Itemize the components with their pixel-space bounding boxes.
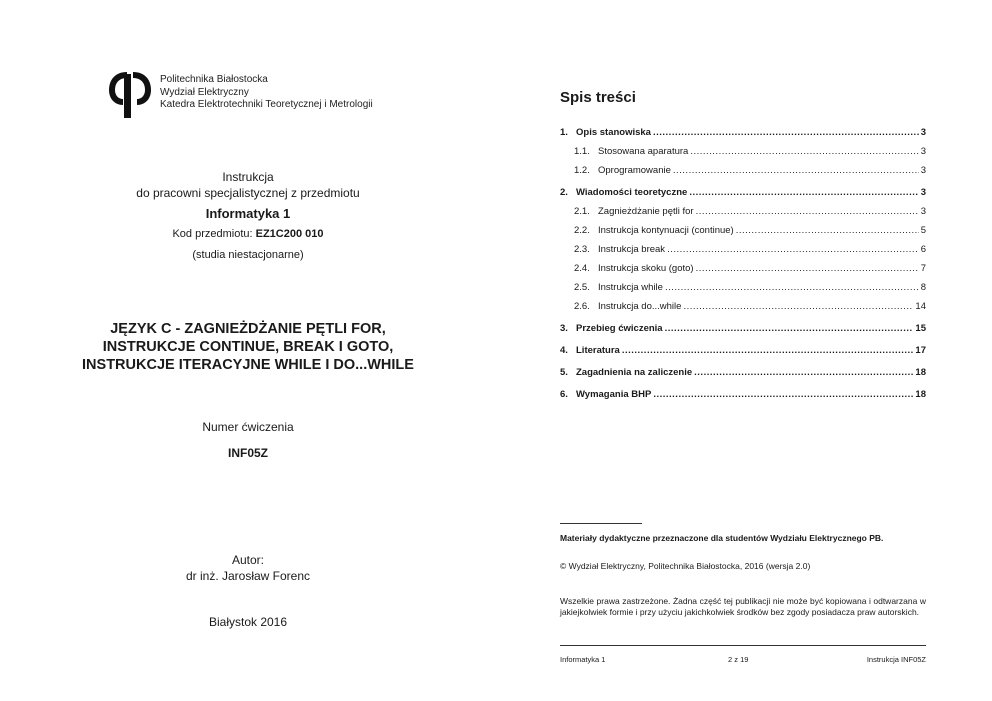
- toc-entry-number: 5.: [560, 367, 568, 378]
- toc-entry-number: 1.: [560, 127, 568, 138]
- footer-page-number: 2 z 19: [728, 655, 749, 664]
- toc-entry-page: 18: [915, 367, 926, 378]
- toc-entry[interactable]: [560, 187, 926, 206]
- place-year: Białystok 2016: [208, 615, 288, 629]
- toc-dot-leader: [696, 263, 919, 274]
- toc-entry-page: 3: [920, 146, 926, 157]
- toc-dot-leader: [667, 244, 919, 255]
- toc-entry-number: 3.: [560, 323, 568, 334]
- toc-entry-page: 14: [915, 301, 926, 312]
- institution-line: Politechnika Białostocka: [160, 74, 268, 85]
- toc-entry-page: 17: [915, 345, 926, 356]
- toc-entry-page: 5: [920, 225, 926, 236]
- materials-note: Materiały dydaktyczne przeznaczone dla studentów Wydziału Elektrycznego PB.: [560, 533, 884, 543]
- toc-entry-title: Literatura: [576, 345, 620, 356]
- lab-label: do pracowni specjalistycznej z przedmiotu: [136, 186, 360, 200]
- subject-name: Informatyka 1: [205, 206, 291, 221]
- course-code-label: Kod przedmiotu:: [172, 228, 256, 240]
- toc-entry[interactable]: [560, 345, 926, 364]
- toc-entry[interactable]: [560, 225, 926, 244]
- title-line: INSTRUKCJE CONTINUE, BREAK I GOTO,: [102, 339, 394, 355]
- toc-entry[interactable]: [560, 263, 926, 282]
- toc-dot-leader: [622, 345, 914, 356]
- toc-entry-page: 8: [920, 282, 926, 293]
- toc-entry-number: 2.5.: [574, 282, 590, 293]
- study-mode: (studia niestacjonarne): [192, 249, 304, 261]
- institution-line: Wydział Elektryczny: [160, 86, 249, 98]
- exercise-code: INF05Z: [227, 446, 268, 460]
- author-name: dr inż. Jarosław Forenc: [185, 569, 311, 583]
- toc-entry-page: 3: [920, 206, 926, 217]
- institution-block: [160, 74, 373, 112]
- toc-dot-leader: [696, 206, 919, 217]
- toc-entry-title: Instrukcja kontynuacji (continue): [598, 225, 734, 236]
- footer-subject: Informatyka 1: [560, 655, 606, 664]
- toc-entry[interactable]: [560, 165, 926, 184]
- institution-line: Katedra Elektrotechniki Teoretycznej i Metrologii: [160, 99, 373, 110]
- footer-doc-id: Instrukcja INF05Z: [866, 655, 926, 664]
- toc-dot-leader: [653, 389, 913, 400]
- toc-entry[interactable]: [560, 127, 926, 146]
- toc-entry[interactable]: [560, 367, 926, 386]
- toc-entry[interactable]: [560, 389, 926, 408]
- toc-entry-title: Przebieg ćwiczenia: [576, 323, 663, 334]
- toc-entry[interactable]: [560, 323, 926, 342]
- toc-entry-page: 7: [920, 263, 926, 274]
- footer-divider: [560, 645, 926, 646]
- toc-dot-leader: [690, 146, 918, 157]
- divider: [560, 523, 642, 524]
- toc-entry-title: Stosowana aparatura: [598, 146, 689, 157]
- toc-entry-title: Instrukcja do...while: [598, 301, 682, 312]
- toc-entry-title: Wiadomości teoretyczne: [576, 187, 688, 198]
- toc-entry-page: 3: [920, 165, 926, 176]
- toc-entry-number: 4.: [560, 345, 568, 356]
- toc-entry-title: Wymagania BHP: [576, 389, 652, 400]
- toc-entry-title: Instrukcja while: [598, 282, 663, 293]
- toc-entry[interactable]: [560, 206, 926, 225]
- document-title: [0, 320, 496, 374]
- contents-page: [496, 0, 992, 701]
- toc-entry-page: 3: [920, 187, 926, 198]
- exercise-number-label: Numer ćwiczenia: [202, 420, 294, 434]
- toc-entry-number: 2.: [560, 187, 568, 198]
- course-code: [0, 228, 496, 240]
- toc-entry-number: 1.2.: [574, 165, 590, 176]
- toc-entry-title: Zagadnienia na zaliczenie: [576, 367, 693, 378]
- toc-dot-leader: [665, 323, 914, 334]
- toc-entry-title: Zagnieżdżanie pętli for: [598, 206, 694, 217]
- rights-note: Wszelkie prawa zastrzeżone. Żadna część tej publikacji nie może być kopiowana i odtwarzana w jakiejkolwiek formie i przy użyciu jakichkolwiek środków bez zgody posiadacza praw autorskich.: [560, 596, 926, 617]
- toc-dot-leader: [673, 165, 919, 176]
- toc-entry-number: 2.2.: [574, 225, 590, 236]
- copyright-note: © Wydział Elektryczny, Politechnika Białostocka, 2016 (wersja 2.0): [560, 561, 811, 571]
- toc-dot-leader: [689, 187, 918, 198]
- toc-entry-page: 6: [920, 244, 926, 255]
- toc-entry-title: Instrukcja break: [598, 244, 666, 255]
- toc-entry-page: 3: [920, 127, 926, 138]
- course-code-value: EZ1C200 010: [255, 228, 324, 240]
- toc-entry-number: 1.1.: [574, 146, 590, 157]
- instruction-label: Instrukcja: [222, 170, 274, 184]
- toc-entry-page: 18: [915, 389, 926, 400]
- toc-entry-number: 6.: [560, 389, 568, 400]
- toc-dot-leader: [683, 301, 913, 312]
- toc-entry-title: Opis stanowiska: [576, 127, 651, 138]
- toc-dot-leader: [665, 282, 919, 293]
- toc-dot-leader: [736, 225, 919, 236]
- toc-entry-number: 2.4.: [574, 263, 590, 274]
- university-logo-icon: [107, 68, 153, 120]
- toc-entry[interactable]: [560, 244, 926, 263]
- author-label: Autor:: [231, 553, 264, 567]
- toc-entry-page: 15: [915, 323, 926, 334]
- toc-title: Spis treści: [560, 89, 636, 106]
- toc-entry-title: Oprogramowanie: [598, 165, 671, 176]
- table-of-contents: [560, 124, 926, 408]
- toc-entry[interactable]: [560, 301, 926, 320]
- title-line: INSTRUKCJE ITERACYJNE WHILE I DO...WHILE: [82, 357, 414, 373]
- toc-entry-number: 2.3.: [574, 244, 590, 255]
- toc-dot-leader: [694, 367, 913, 378]
- toc-dot-leader: [653, 127, 919, 138]
- toc-entry[interactable]: [560, 146, 926, 165]
- title-line: JĘZYK C - ZAGNIEŻDŻANIE PĘTLI FOR,: [110, 321, 386, 337]
- toc-entry-number: 2.1.: [574, 206, 590, 217]
- toc-entry-number: 2.6.: [574, 301, 590, 312]
- toc-entry[interactable]: [560, 282, 926, 301]
- toc-entry-title: Instrukcja skoku (goto): [598, 263, 694, 274]
